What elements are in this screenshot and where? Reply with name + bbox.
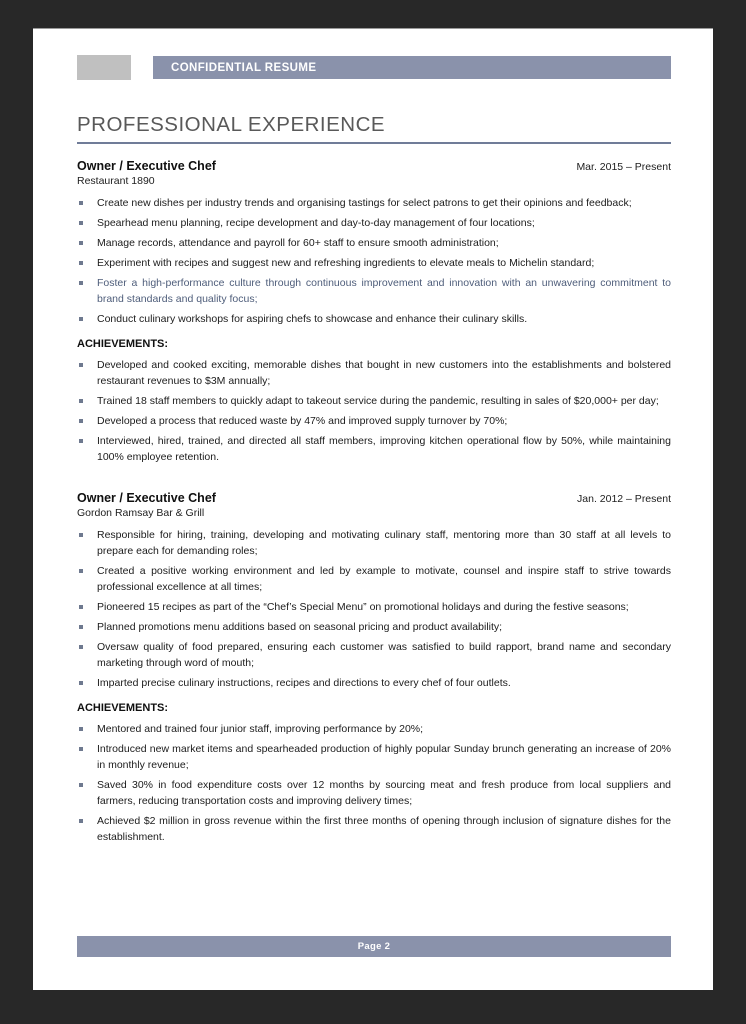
bullet-icon — [79, 783, 83, 787]
bullet-icon — [79, 241, 83, 245]
list-item — [77, 721, 671, 737]
list-item — [77, 675, 671, 691]
achievements-list — [77, 357, 671, 465]
job-section-1 — [77, 159, 671, 465]
bullet-text: Created a positive working environment and led by example to motivate, counsel and inspire staff to strive towards professional excellence at all times; — [97, 565, 671, 593]
bullet-text: Interviewed, hired, trained, and directed all staff members, improving kitchen operational flow by 50%, while maintaining 100% employee retention. — [97, 435, 671, 463]
section-title: PROFESSIONAL EXPERIENCE — [77, 113, 671, 144]
bullet-icon — [79, 625, 83, 629]
bullet-text: Developed and cooked exciting, memorable dishes that bought in new customers into the establishments and bolstered restaurant revenues to $3M annually; — [97, 359, 671, 387]
bullet-text: Trained 18 staff members to quickly adapt to takeout service during the pandemic, resulting in sales of $20,000+ per day; — [97, 395, 659, 407]
bullet-text: Pioneered 15 recipes as part of the “Chef’s Special Menu” on promotional holidays and during the festive seasons; — [97, 601, 629, 613]
job-company: Restaurant 1890 — [77, 175, 155, 187]
bullet-icon — [79, 605, 83, 609]
bullet-text: Achieved $2 million in gross revenue within the first three months of opening through inclusion of signature dishes for the establishment. — [97, 815, 671, 843]
list-item — [77, 813, 671, 845]
logo-placeholder — [77, 55, 131, 80]
bullet-text: Developed a process that reduced waste by 47% and improved supply turnover by 70%; — [97, 415, 508, 427]
footer-page-banner — [77, 936, 671, 957]
job-section-2 — [77, 491, 671, 845]
resume-page — [33, 28, 713, 990]
bullet-icon — [79, 645, 83, 649]
banner-label: CONFIDENTIAL RESUME — [171, 61, 317, 74]
bullet-icon — [79, 201, 83, 205]
bullet-text: Experiment with recipes and suggest new and refreshing ingredients to elevate meals to Michelin standard; — [97, 257, 595, 269]
list-item — [77, 639, 671, 671]
bullet-list — [77, 527, 671, 691]
achievements-label: ACHIEVEMENTS: — [77, 702, 169, 714]
job-company: Gordon Ramsay Bar & Grill — [77, 507, 205, 519]
bullet-text: Manage records, attendance and payroll for 60+ staff to ensure smooth administration; — [97, 237, 499, 249]
job-head — [77, 159, 671, 173]
bullet-icon — [79, 281, 83, 285]
bullet-icon — [79, 681, 83, 685]
bullet-text: Responsible for hiring, training, developing and motivating culinary staff, mentoring more than 30 staff at all levels to prepare each for demanding roles; — [97, 529, 671, 557]
list-item — [77, 599, 671, 615]
list-item — [77, 413, 671, 429]
page-header — [77, 29, 671, 80]
bullet-text: Planned promotions menu additions based on seasonal pricing and product availability; — [97, 621, 503, 633]
list-item — [77, 357, 671, 389]
list-item — [77, 777, 671, 809]
list-item — [77, 741, 671, 773]
bullet-icon — [79, 569, 83, 573]
list-item — [77, 235, 671, 251]
list-item — [77, 215, 671, 231]
confidential-banner — [153, 56, 671, 79]
job-title: Owner / Executive Chef — [77, 159, 216, 173]
list-item — [77, 619, 671, 635]
job-title: Owner / Executive Chef — [77, 491, 216, 505]
bullet-icon — [79, 439, 83, 443]
bullet-icon — [79, 363, 83, 367]
bullet-text: Spearhead menu planning, recipe development and day-to-day management of four locations; — [97, 217, 535, 229]
bullet-icon — [79, 727, 83, 731]
bullet-icon — [79, 819, 83, 823]
job-dates: Mar. 2015 – Present — [576, 161, 671, 173]
bullet-text: Oversaw quality of food prepared, ensuring each customer was satisfied to build rapport, brand name and secondary marketing through word of mouth; — [97, 641, 671, 669]
bullet-text: Saved 30% in food expenditure costs over 12 months by sourcing meat and fresh produce from local suppliers and farmers, reducing transportation costs and improving delivery times; — [97, 779, 671, 807]
bullet-icon — [79, 419, 83, 423]
bullet-list — [77, 195, 671, 327]
bullet-icon — [79, 261, 83, 265]
list-item — [77, 563, 671, 595]
job-dates: Jan. 2012 – Present — [577, 493, 671, 505]
list-item — [77, 195, 671, 211]
bullet-text: Imparted precise culinary instructions, recipes and directions to every chef of four outlets. — [97, 677, 511, 689]
list-item — [77, 255, 671, 271]
list-item — [77, 527, 671, 559]
bullet-icon — [79, 221, 83, 225]
bullet-text: Mentored and trained four junior staff, improving performance by 20%; — [97, 723, 424, 735]
list-item — [77, 311, 671, 327]
list-item-highlighted — [77, 275, 671, 307]
bullet-icon — [79, 747, 83, 751]
bullet-icon — [79, 317, 83, 321]
job-head — [77, 491, 671, 505]
bullet-text: Foster a high-performance culture through continuous improvement and innovation with an unwavering commitment to brand standards and quality focus; — [97, 277, 671, 305]
list-item — [77, 393, 671, 409]
bullet-icon — [79, 533, 83, 537]
page-number: Page 2 — [357, 941, 391, 952]
bullet-text: Create new dishes per industry trends and organising tastings for select patrons to get their opinions and feedback; — [97, 197, 632, 209]
bullet-text: Conduct culinary workshops for aspiring chefs to showcase and enhance their culinary skills. — [97, 313, 528, 325]
bullet-text: Introduced new market items and spearheaded production of highly popular Sunday brunch generating an increase of 20% in monthly revenue; — [97, 743, 671, 771]
achievements-list — [77, 721, 671, 845]
list-item — [77, 433, 671, 465]
achievements-label: ACHIEVEMENTS: — [77, 338, 169, 350]
bullet-icon — [79, 399, 83, 403]
